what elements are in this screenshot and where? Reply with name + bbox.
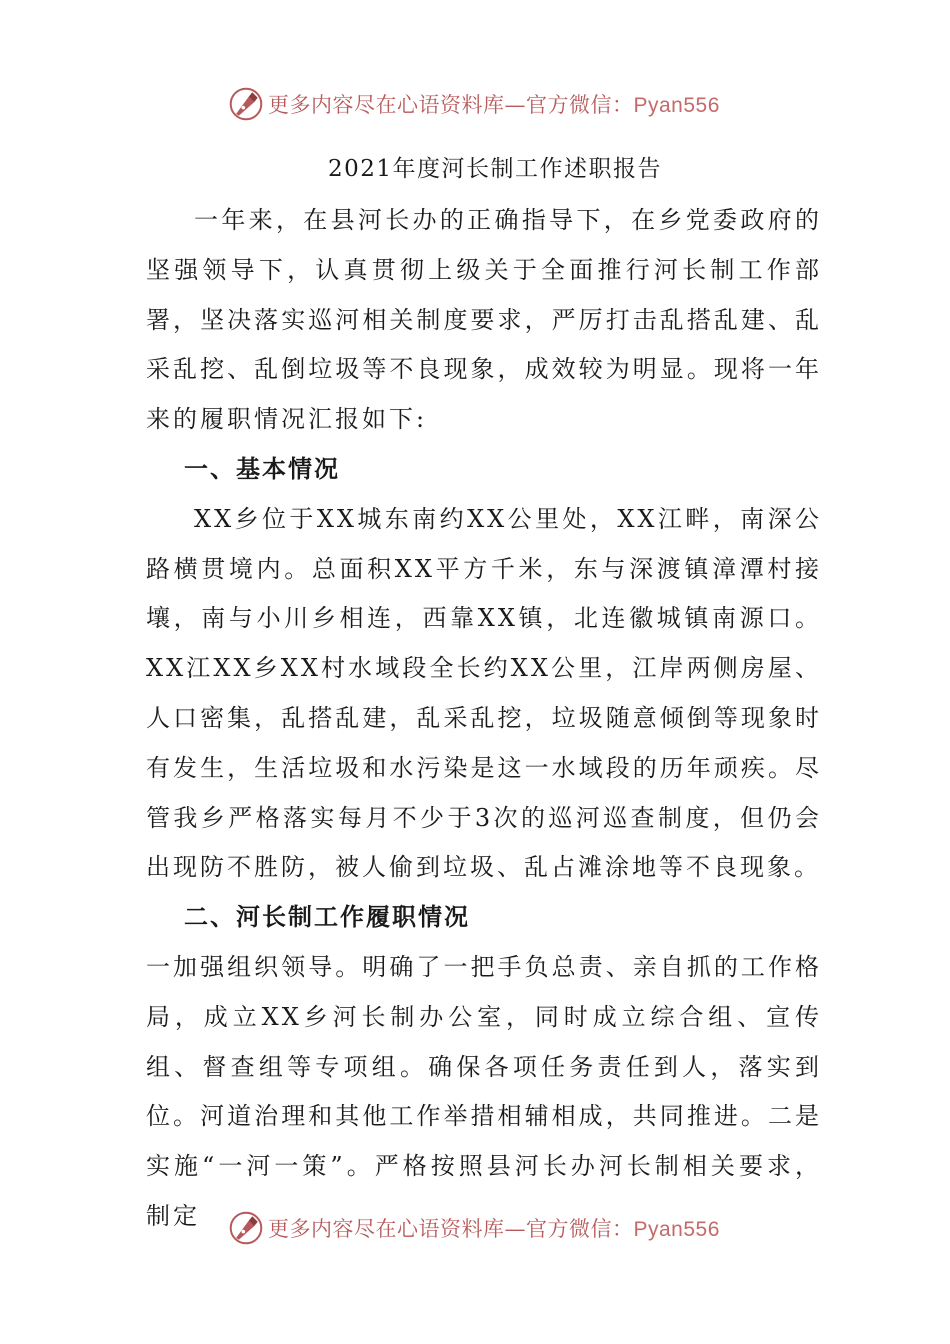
intro-paragraph: 一年来，在县河长办的正确指导下，在乡党委政府的坚强领导下，认真贯彻上级关于全面推行河长制工作部署，坚决落实巡河相关制度要求，严厉打击乱搭乱建、乱采乱挖、乱倒垃圾等不良现象，成效较为明显。现将一年来的履职情况汇报如下: xyxy=(146,206,822,434)
watermark-banner-top xyxy=(228,82,720,126)
basic-info-paragraph: XX乡位于XX城东南约XX公里处，XX江畔，南深公路横贯境内。总面积XX平方千米，东与深渡镇漳潭村接壤，南与小川乡相连，西靠XX镇，北连徽城镇南源口。XX江XX乡XX村水域段全长约XX公里，江岸两侧房屋、人口密集，乱搭乱建，乱采乱挖，垃圾随意倾倒等现象时有发生，生活垃圾和水污染是这一水域段的历年顽疾。尽管我乡严格落实每月不少于3次的巡河巡查制度，但仍会出现防不胜防，被人偷到垃圾、乱占滩涂地等不良现象。 xyxy=(146,504,822,882)
pen-nib-logo-icon xyxy=(228,86,264,122)
document-title: 2021年度河长制工作述职报告 xyxy=(327,156,663,182)
watermark-text: 更多内容尽在心语资料库—官方微信：Pyan556 xyxy=(268,1217,720,1241)
watermark-text: 更多内容尽在心语资料库—官方微信：Pyan556 xyxy=(268,93,720,117)
section-heading-basic-info: 一、基本情况 xyxy=(184,454,340,483)
section-heading-duty-performance: 二、河长制工作履职情况 xyxy=(184,903,470,932)
pen-nib-logo-icon xyxy=(228,1210,264,1246)
watermark-banner-bottom xyxy=(228,1206,720,1250)
document-body xyxy=(146,196,822,1242)
duty-performance-paragraph: 一加强组织领导。明确了一把手负总责、亲自抓的工作格局，成立XX乡河长制办公室，同时成立综合组、宣传组、督查组等专项组。确保各项任务责任到人，落实到位。河道治理和其他工作举措相辅相成，共同推进。二是实施“一河一策”。严格按照县河长办河长制相关要求，制定 xyxy=(146,952,822,1230)
